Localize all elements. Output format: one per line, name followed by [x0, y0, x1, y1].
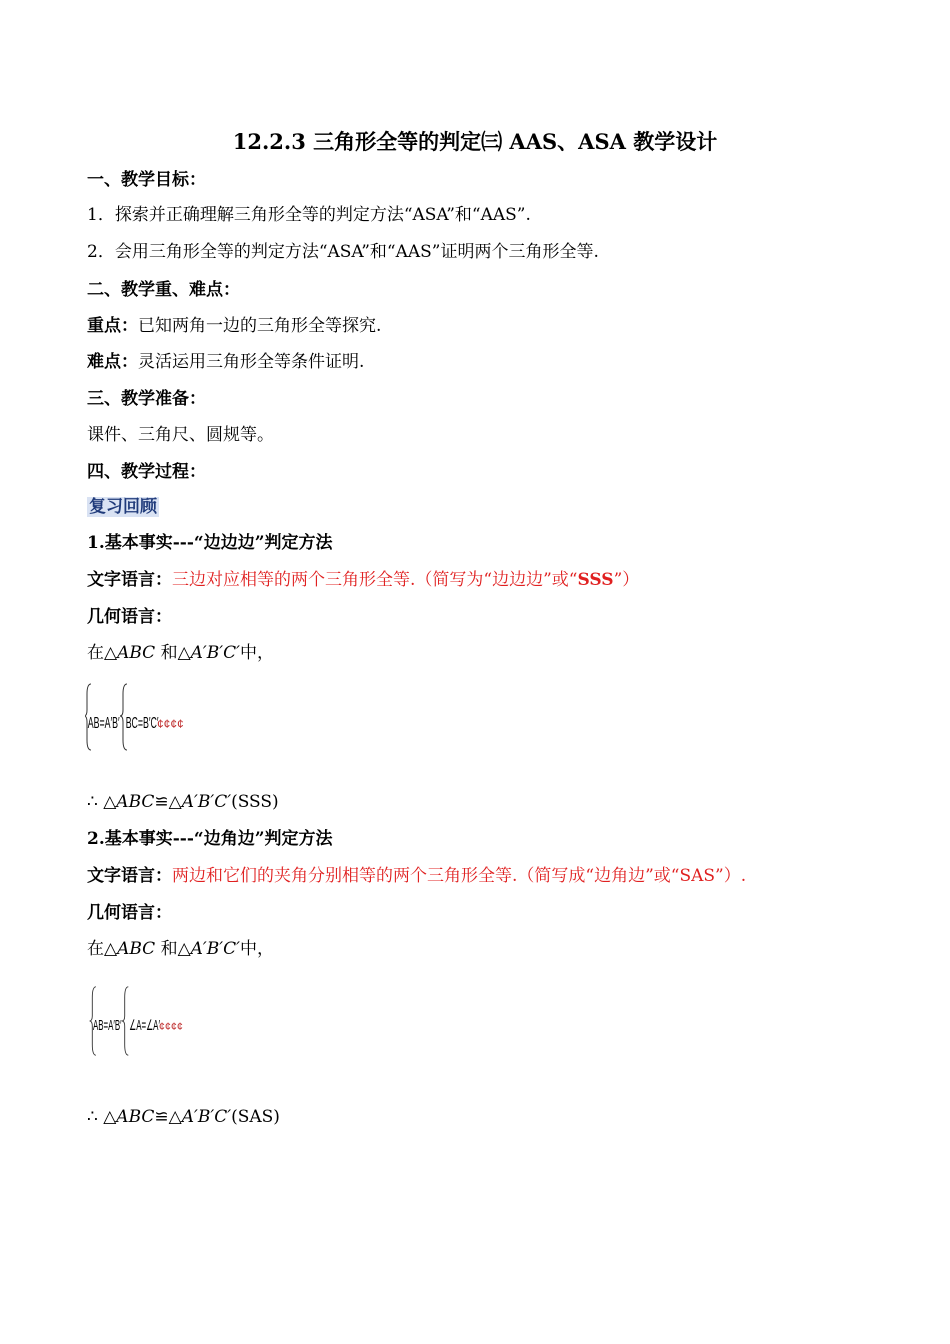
formula-ab: AB=A′B′: [87, 713, 120, 732]
triangle-abc-prime: A′B′C′: [181, 1107, 232, 1127]
review-highlight: 复习回顾: [89, 497, 157, 517]
fact2-geo-label: 几何语言：: [87, 903, 172, 923]
fact1-formula-image: [85, 680, 195, 752]
word-language-label: 文字语言：: [87, 866, 172, 886]
triangle-abc-prime: A′B′C′: [190, 643, 241, 663]
word-language-label: 文字语言：: [87, 570, 172, 590]
in-end: 中，: [240, 939, 275, 959]
triangle-abc-prime: A′B′C′: [190, 939, 241, 959]
page-title: 12.2.3 三角形全等的判定㈢ AAS、ASA 教学设计: [232, 129, 718, 154]
section-heading-preparation: 三、教学准备：: [87, 389, 206, 409]
formula-ab: AB=A′B′: [92, 1017, 122, 1034]
word-language-end: ”）: [613, 570, 640, 590]
in-prefix: 在△: [87, 643, 118, 663]
section-heading-process: 四、教学过程：: [87, 462, 206, 482]
congruent-symbol: ≌△: [154, 1107, 182, 1127]
word-language-text: 两边和它们的夹角分别相等的两个三角形全等.（简写成“边角边”或“SAS”）.: [172, 866, 747, 886]
triangle-abc: ABC: [116, 792, 155, 812]
fact2-word-language: [87, 864, 746, 888]
preparation-text: 课件、三角尺、圆规等。: [87, 425, 274, 445]
in-mid: 和△: [155, 643, 191, 663]
word-language-text: 三边对应相等的两个三角形全等.（简写为“边边边”或“: [172, 570, 578, 590]
in-end: 中，: [240, 643, 275, 663]
difficult-label: 难点：: [87, 352, 138, 372]
congruent-symbol: ≌△: [154, 792, 182, 812]
criterion: (SSS): [231, 792, 279, 812]
section-heading-objectives: 一、教学目标：: [87, 170, 206, 190]
in-prefix: 在△: [87, 939, 118, 959]
fact1-word-language: [87, 568, 639, 592]
key-point: [87, 314, 381, 338]
review-heading: [87, 495, 159, 519]
triangle-abc-prime: A′B′C′: [181, 792, 232, 812]
fact1-given: [87, 641, 274, 665]
triangle-abc: ABC: [117, 939, 156, 959]
objective-item: 1．探索并正确理解三角形全等的判定方法“ASA”和“AAS”.: [87, 205, 531, 225]
fact1-conclusion: [87, 790, 279, 814]
difficult-point: [87, 350, 364, 374]
fact2-given: [87, 937, 274, 961]
criterion: (SAS): [231, 1107, 280, 1127]
sss-abbrev: SSS: [577, 570, 614, 590]
formula-bc: BC=B′C′: [125, 713, 159, 732]
fact2-heading: 2.基本事实---“边角边”判定方法: [87, 829, 333, 849]
triangle-abc: ABC: [116, 1107, 155, 1127]
difficult-text: 灵活运用三角形全等条件证明.: [138, 352, 365, 372]
fact2-conclusion: [87, 1105, 280, 1129]
section-heading-key-points: 二、教学重、难点：: [87, 280, 240, 300]
fact1-geo-label: 几何语言：: [87, 607, 172, 627]
formula-mark: ¢¢¢¢: [157, 717, 184, 731]
formula-mark: ¢¢¢¢: [158, 1021, 183, 1033]
in-mid: 和△: [155, 939, 191, 959]
therefore-prefix: ∴ △: [87, 1107, 117, 1127]
objective-item: 2．会用三角形全等的判定方法“ASA”和“AAS”证明两个三角形全等.: [87, 242, 599, 262]
fact2-formula-image: [85, 985, 195, 1057]
key-text: 已知两角一边的三角形全等探究.: [138, 316, 382, 336]
key-label: 重点：: [87, 316, 138, 336]
therefore-prefix: ∴ △: [87, 792, 117, 812]
fact1-heading: 1.基本事实---“边边边”判定方法: [87, 533, 333, 553]
triangle-abc: ABC: [117, 643, 156, 663]
brace-right: [122, 987, 128, 1055]
formula-angle: ∠A=∠A′: [129, 1017, 160, 1034]
